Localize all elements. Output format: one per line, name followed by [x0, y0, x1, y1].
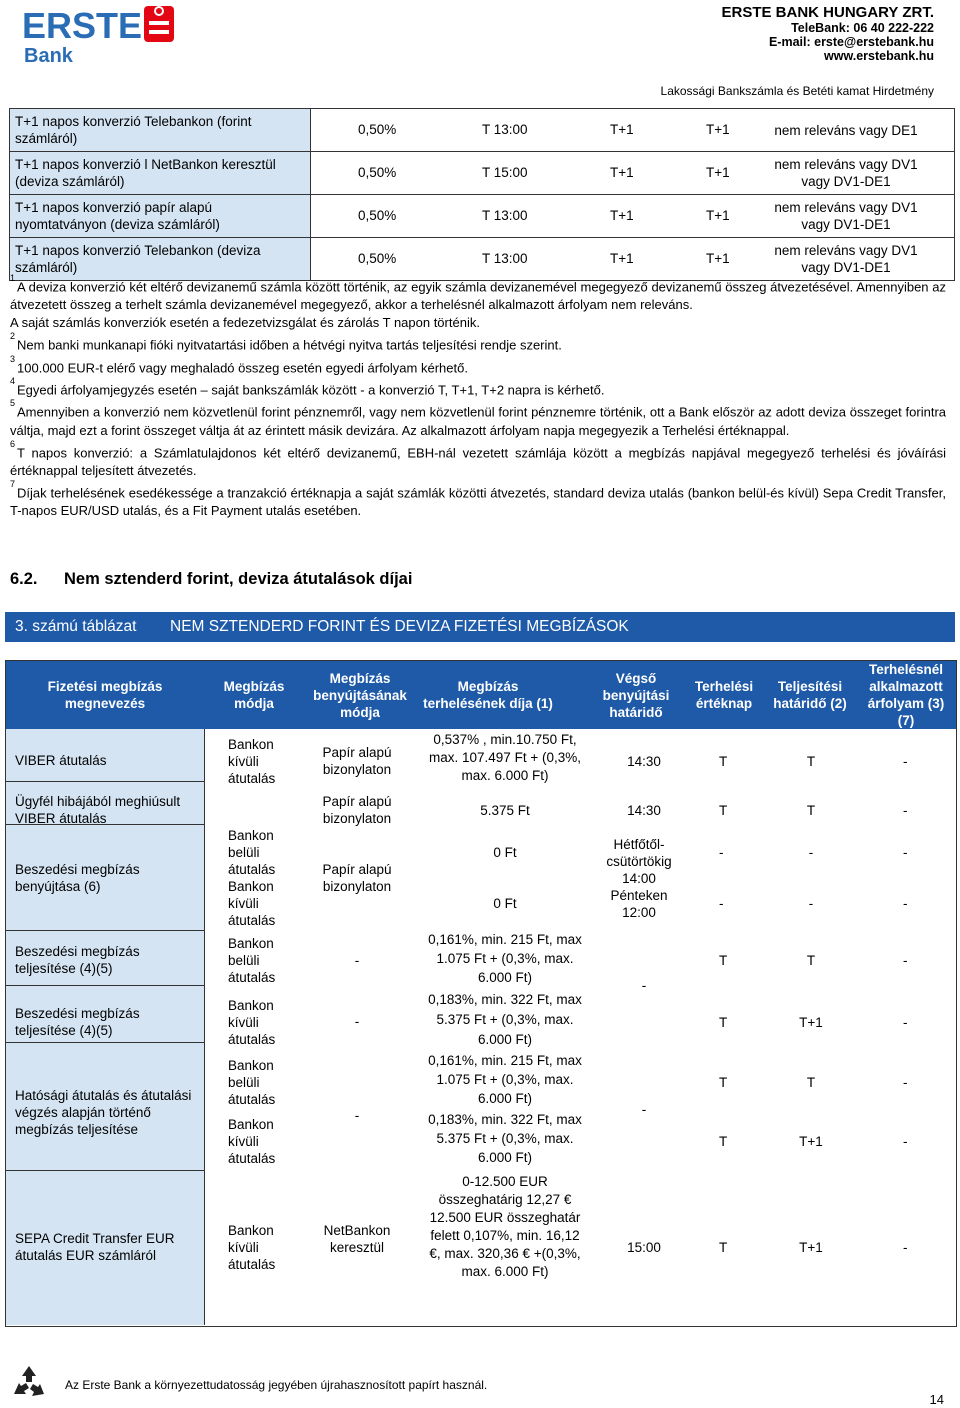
rate: -: [903, 845, 908, 860]
credit-day: T+1: [706, 250, 730, 266]
company-name: ERSTE BANK HUNGARY ZRT.: [721, 4, 934, 21]
value-date: T: [719, 1075, 728, 1090]
svg-text:ERSTE: ERSTE: [22, 5, 143, 46]
row-name: VIBER átutalás: [15, 753, 107, 768]
footnotes: [10, 274, 946, 520]
fee-table-header: [6, 661, 956, 729]
page-number: 14: [929, 1392, 944, 1407]
header-name: Fizetési megbízás megnevezés: [47, 679, 163, 711]
conversion-table: [9, 108, 955, 281]
deadline: 15:00: [627, 1240, 661, 1255]
deadline: 14:30: [627, 754, 661, 769]
footer-note: Az Erste Bank a környezettudatosság jegyében újrahasznosított papírt használ.: [65, 1378, 488, 1392]
rate: -: [903, 1075, 908, 1090]
value-date: T: [719, 1134, 728, 1149]
value-date: T: [719, 1240, 728, 1255]
table-banner: [5, 612, 955, 642]
mode: Bankon belüli átutalás: [228, 936, 276, 985]
submission: Papír alapú bizonylaton: [322, 745, 392, 777]
footnote-1: $^1$A deviza konverzió két eltérő devizanemű számla között történik, az egyik számla devizanemével megegyező devizanemű összeg átvezetésével. Amennyiben az átvezetett összeg a terhelt számla devizanemével megegyező, akkor a terhelésnél alkalmazott árfolyam nem releváns.: [10, 273, 946, 313]
credit-day: T+1: [706, 164, 730, 180]
table-row: [10, 195, 955, 238]
section-number: 6.2.: [10, 570, 38, 588]
settlement: T+1: [799, 1134, 823, 1149]
recycle-icon: [8, 1362, 50, 1402]
rate-note: nem releváns vagy DV1 vagy DV1-DE1: [774, 200, 918, 232]
mode: Bankon belüli átutalás: [228, 828, 276, 877]
fee: 0,161%, min. 215 Ft, max 1.075 Ft + (0,3%, max. 6.000 Ft): [428, 932, 582, 985]
telebank-number: TeleBank: 06 40 222-222: [791, 21, 934, 35]
debit-day: T+1: [610, 121, 634, 137]
value-date: T: [719, 754, 728, 769]
submission: -: [354, 953, 360, 968]
row-name: Beszedési megbízás teljesítése (4)(5): [15, 1006, 140, 1038]
value-date: T: [719, 953, 728, 968]
fee: 0,183%, min. 322 Ft, max 5.375 Ft + (0,3%, max. 6.000 Ft): [428, 1112, 582, 1165]
settlement: T: [806, 1075, 816, 1090]
notice-title: Lakossági Bankszámla és Betéti kamat Hirdetmény: [660, 84, 934, 98]
erste-bank-logo: [22, 4, 182, 66]
footnote-7: $^7$Díjak terhelésének esedékessége a tranzakció értéknapja a saját számlák közötti átvezetés, standard deviza utalás (bankon belül-és kívül) Sepa Credit Transfer, T-napos EUR/USD utalás, és a Fit Payment utalás esetében.: [10, 478, 946, 519]
erste-s-icon: [144, 6, 174, 42]
settlement: T: [806, 803, 816, 818]
footnote-6: $^6$T napos konverzió: a Számlatulajdonos két eltérő devizanemű, EBH-nál vezetett számlája között a megbízás napjával megegyező terhelési és jóváírási értéknappal teljesített átvezetés.: [10, 438, 946, 478]
rate: -: [903, 896, 908, 911]
rate: -: [903, 953, 908, 968]
table-number: 3. számú táblázat: [15, 618, 137, 635]
mode: Bankon belüli átutalás: [228, 1058, 276, 1107]
settlement: T: [806, 754, 816, 769]
rate: 0,50%: [358, 121, 397, 137]
rate: -: [903, 1134, 908, 1149]
rate: -: [903, 754, 908, 769]
rate-note: nem releváns vagy DE1: [774, 122, 918, 138]
rate: -: [903, 803, 908, 818]
footnote-1b: A saját számlás konverziók esetén a fedezetvizsgálat és zárolás T napon történik.: [10, 315, 480, 331]
deadline: -: [641, 978, 647, 993]
settlement: T+1: [799, 1240, 823, 1255]
header-mode: Megbízás módja: [223, 679, 285, 711]
deadline: 14:30: [627, 803, 661, 818]
credit-day: T+1: [706, 207, 730, 223]
deadline: T 13:00: [482, 250, 528, 266]
fee-table-body: [6, 729, 956, 1325]
value-date: T: [719, 1015, 728, 1030]
value-date: -: [719, 845, 724, 860]
rate: 0,50%: [358, 207, 397, 223]
fee: 5.375 Ft: [480, 803, 530, 818]
row-name: Hatósági átutalás és átutalási végzés alapján történő megbízás teljesítése: [15, 1088, 192, 1137]
submission: -: [354, 1108, 360, 1123]
debit-day: T+1: [610, 207, 634, 223]
value-date: T: [719, 803, 728, 818]
table-row: [10, 109, 955, 152]
credit-day: T+1: [706, 121, 730, 137]
row-name: Beszedési megbízás teljesítése (4)(5): [15, 944, 140, 976]
header-deadline: Végső benyújtási határidő: [602, 670, 670, 720]
rate-note: nem releváns vagy DV1 vagy DV1-DE1: [774, 157, 918, 189]
row-name: Beszedési megbízás benyújtása (6): [15, 862, 140, 894]
settlement: T: [806, 953, 816, 968]
fee: 0 Ft: [493, 845, 517, 860]
fee: 0,161%, min. 215 Ft, max 1.075 Ft + (0,3%, max. 6.000 Ft): [428, 1053, 582, 1106]
fee: 0,537% , min.10.750 Ft, max. 107.497 Ft + (0,3%, max. 6.000 Ft): [429, 732, 581, 783]
mode: Bankon kívüli átutalás: [228, 998, 276, 1047]
row-name: T+1 napos konverzió Telebankon (forint számláról): [10, 109, 311, 152]
fee-table: [5, 660, 957, 1327]
deadline: T 15:00: [482, 164, 528, 180]
header-settlement: Teljesítési határidő (2): [773, 679, 847, 711]
email-address[interactable]: E-mail: erste@erstebank.hu: [768, 35, 934, 49]
row-name: T+1 napos konverzió Telebankon (deviza számláról): [10, 238, 311, 281]
header-fee: Megbízás terhelésének díja (1): [423, 679, 553, 711]
footnote-5: $^5$Amennyiben a konverzió nem közvetlenül forint pénznemről, vagy nem közvetlenül forint pénznemre történik, ott a Bank először az adott deviza összeget forintra váltja, majd ezt a forint összeget váltja át az érintett másik devizára. Az alkalmazott árfolyam napja megegyezik a Terhelési értéknappal.: [10, 398, 946, 438]
fee: 0 Ft: [493, 896, 517, 911]
submission: Papír alapú bizonylaton: [322, 794, 392, 826]
settlement: -: [808, 845, 814, 860]
header-value-date: Terhelési értéknap: [694, 679, 754, 711]
row-name: SEPA Credit Transfer EUR átutalás EUR számláról: [15, 1231, 175, 1263]
mode: Bankon kívüli átutalás: [228, 737, 276, 786]
settlement: -: [808, 896, 814, 911]
deadline: T 13:00: [482, 207, 528, 223]
deadline: Hétfőtől-csütörtökig 14:00 Pénteken 12:00: [606, 837, 672, 920]
mode: Bankon kívüli átutalás: [228, 1117, 276, 1166]
rate: 0,50%: [358, 164, 397, 180]
fee: 0,183%, min. 322 Ft, max 5.375 Ft + (0,3%, max. 6.000 Ft): [428, 992, 582, 1047]
rate: 0,50%: [358, 250, 397, 266]
debit-day: T+1: [610, 164, 634, 180]
footnote-3: $^3$100.000 EUR-t elérő vagy meghaladó összeg esetén egyedi árfolyam kérhető.: [10, 353, 468, 375]
table-row: [10, 152, 955, 195]
mode: Bankon kívüli átutalás: [228, 1223, 276, 1272]
rate: -: [903, 1240, 908, 1255]
debit-day: T+1: [610, 250, 634, 266]
rate-note: nem releváns vagy DV1 vagy DV1-DE1: [774, 243, 918, 275]
section-heading: Nem sztenderd forint, deviza átutalások díjai: [64, 570, 413, 588]
header-rate: Terhelésnél alkalmazott árfolyam (3) (7): [867, 662, 945, 728]
footnote-4: $^4$Egyedi árfolyamjegyzés esetén – saját bankszámlák között - a konverzió T, T+1, T+2 napra is kérhető.: [10, 375, 605, 398]
mode: Bankon kívüli átutalás: [228, 879, 276, 928]
deadline: T 13:00: [482, 121, 528, 137]
website-link[interactable]: www.erstebank.hu: [824, 49, 934, 63]
svg-text:Bank: Bank: [24, 45, 73, 66]
submission: NetBankon keresztül: [323, 1223, 391, 1255]
section-title: [10, 570, 412, 589]
submission: Papír alapú bizonylaton: [322, 862, 392, 894]
submission: -: [354, 1014, 360, 1029]
value-date: -: [719, 896, 724, 911]
row-name: Ügyfél hibájából meghiúsult VIBER átutalás: [15, 794, 181, 826]
row-name: T+1 napos konverzió papír alapú nyomtatványon (deviza számláról): [10, 195, 311, 238]
footnote-2: $^2$Nem banki munkanapi fióki nyitvatartási időben a hétvégi nyitva tartás teljesítési rendje szerint.: [10, 331, 562, 353]
bank-contact-block: [721, 4, 934, 63]
table-title: NEM SZTENDERD FORINT ÉS DEVIZA FIZETÉSI MEGBÍZÁSOK: [170, 618, 629, 635]
deadline: -: [641, 1102, 647, 1117]
settlement: T+1: [799, 1015, 823, 1030]
rate: -: [903, 1015, 908, 1030]
row-name: T+1 napos konverzió l NetBankon keresztül (deviza számláról): [10, 152, 311, 195]
header-submission: Megbízás benyújtásának módja: [313, 670, 407, 720]
fee: 0-12.500 EUR összeghatárig 12,27 € 12.500 EUR összeghatár felett 0,107%, min. 16,12 €, max. 320,36 € +(0,3%, max. 6.000 Ft): [429, 1174, 581, 1279]
